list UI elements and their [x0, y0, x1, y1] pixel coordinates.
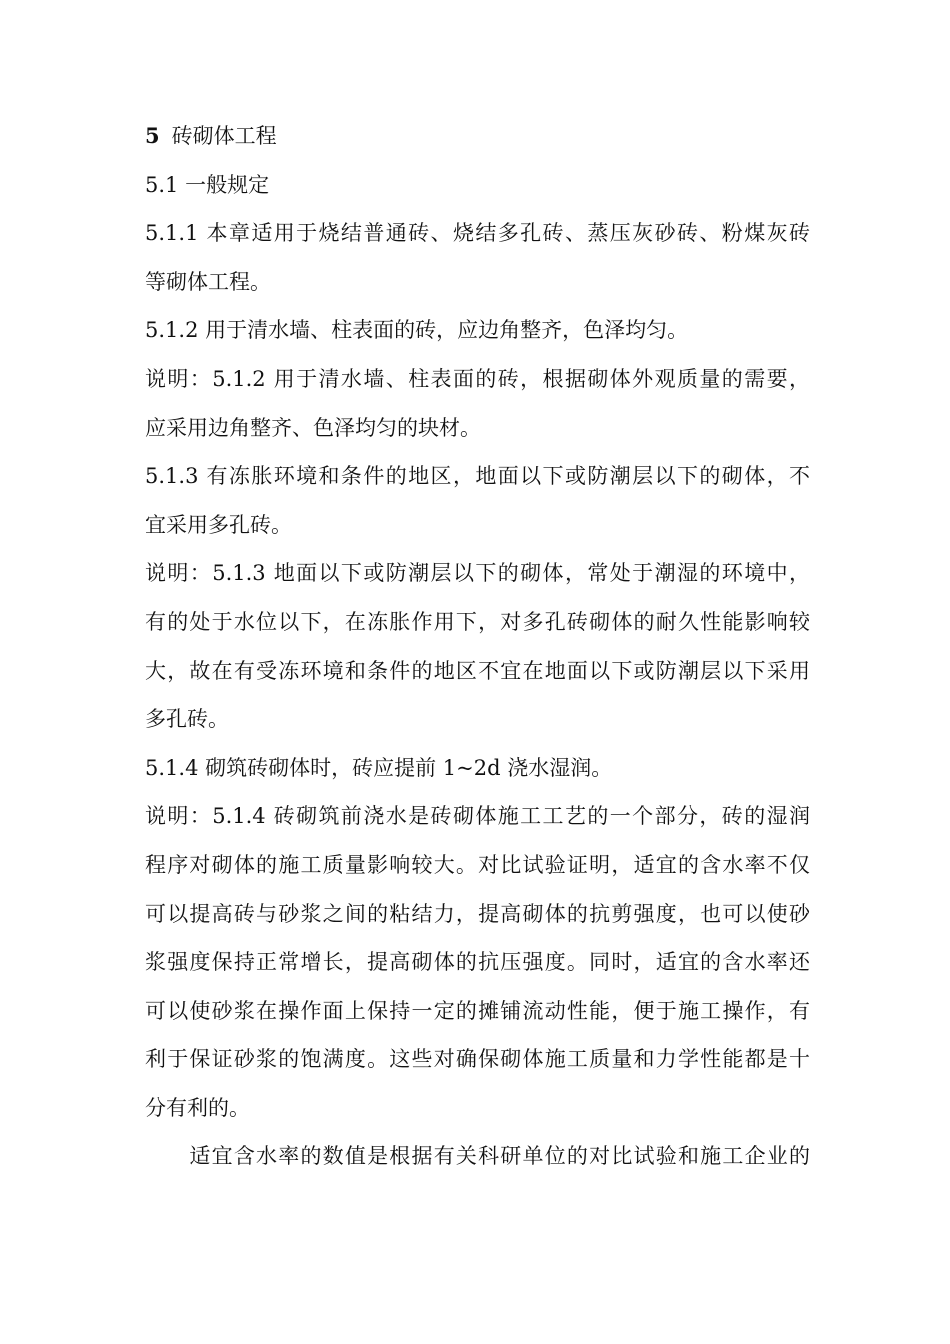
- text-line: 大，故在有受冻环境和条件的地区不宜在地面以下或防潮层以下采用: [145, 658, 810, 683]
- text-line: 说明：5.1.3 地面以下或防潮层以下的砌体，常处于潮湿的环境中，: [145, 561, 810, 586]
- document-page: [145, 112, 810, 1181]
- text-line: 5.1.2 用于清水墙、柱表面的砖，应边角整齐，色泽均匀。: [145, 318, 689, 343]
- chapter-title: 砖砌体工程: [171, 124, 277, 148]
- text-line: 5.1 一般规定: [145, 172, 270, 197]
- text-line: 可以使砂浆在操作面上保持一定的摊铺流动性能，便于施工操作，有: [145, 998, 810, 1023]
- text-line: 程序对砌体的施工质量影响较大。对比试验证明，适宜的含水率不仅: [145, 852, 810, 877]
- text-line: 5.1.4 砌筑砖砌体时，砖应提前 1~2d 浇水湿润。: [145, 755, 613, 780]
- text-line: 利于保证砂浆的饱满度。这些对确保砌体施工质量和力学性能都是十: [145, 1047, 810, 1072]
- text-line: 浆强度保持正常增长，提高砌体的抗压强度。同时，适宜的含水率还: [145, 950, 810, 975]
- body-text: [145, 161, 810, 1181]
- text-line: 说明：5.1.4 砖砌筑前浇水是砖砌体施工工艺的一个部分，砖的湿润: [145, 804, 810, 829]
- text-line: 可以提高砖与砂浆之间的粘结力，提高砌体的抗剪强度，也可以使砂: [145, 901, 810, 926]
- text-line: 5.1.3 有冻胀环境和条件的地区，地面以下或防潮层以下的砌体，不: [145, 464, 810, 489]
- text-line: 5.1.1 本章适用于烧结普通砖、烧结多孔砖、蒸压灰砂砖、粉煤灰砖: [145, 221, 810, 246]
- text-line: 有的处于水位以下，在冻胀作用下，对多孔砖砌体的耐久性能影响较: [145, 609, 810, 634]
- text-line: 多孔砖。: [145, 707, 229, 732]
- chapter-number: 5: [145, 123, 160, 148]
- text-line: 分有利的。: [145, 1095, 250, 1120]
- text-line: 说明：5.1.2 用于清水墙、柱表面的砖，根据砌体外观质量的需要，: [145, 366, 810, 391]
- text-line: 适宜含水率的数值是根据有关科研单位的对比试验和施工企业的: [145, 1144, 810, 1169]
- text-line: 应采用边角整齐、色泽均匀的块材。: [145, 415, 481, 440]
- text-line: 宜采用多孔砖。: [145, 512, 292, 537]
- chapter-heading: [145, 112, 810, 161]
- text-line: 等砌体工程。: [145, 269, 271, 294]
